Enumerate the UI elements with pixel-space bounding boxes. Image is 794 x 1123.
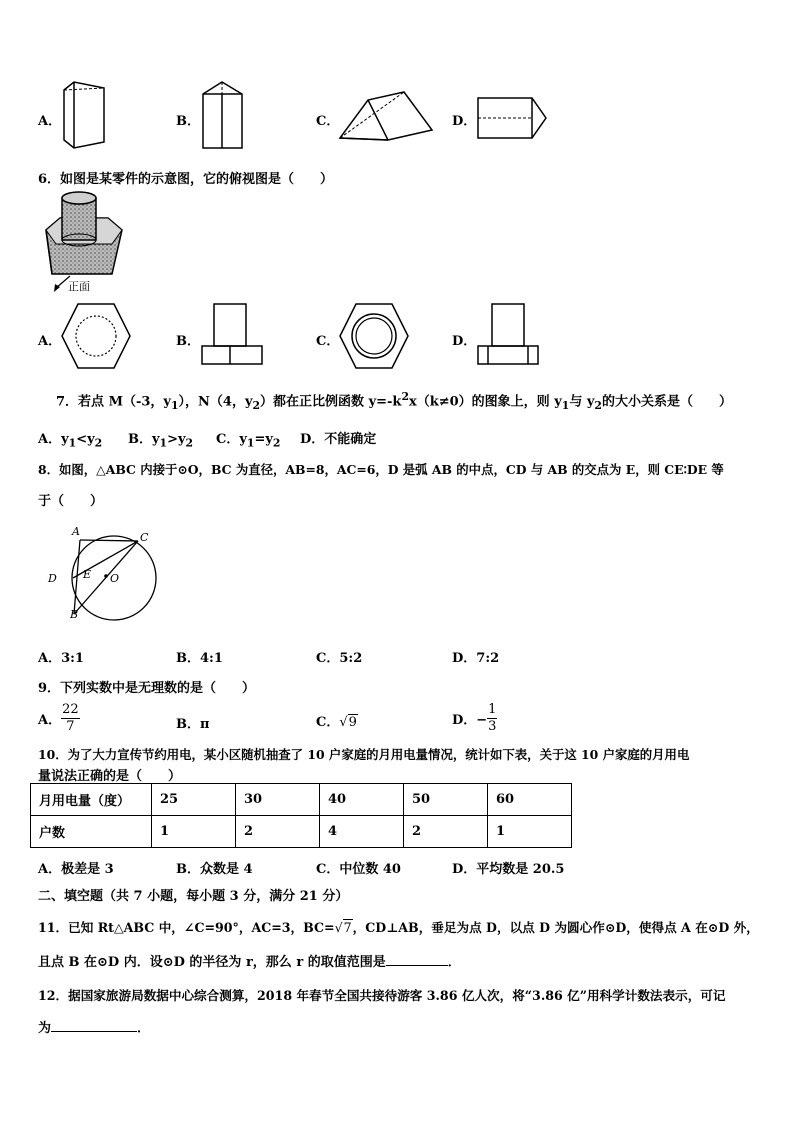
q8-option-b: B．4:1 [176, 651, 223, 666]
table-row [31, 816, 572, 848]
table-cell: 60 [488, 784, 572, 816]
q11-line2: 且点 B 在⊙D 内．设⊙D 的半径为 r，那么 r 的取值范围是 ． [38, 955, 461, 970]
table-cell: 1 [488, 816, 572, 848]
q6-option-a-label: A． [38, 334, 62, 349]
q8-label-e: E [83, 568, 92, 581]
table-cell: 2 [236, 816, 320, 848]
q10-stem-line2: 量说法正确的是（ ） [38, 769, 182, 784]
q10-option-c: C．中位数 40 [316, 862, 401, 877]
q8-label-a: A [72, 525, 80, 538]
table-cell: 1 [152, 816, 236, 848]
q6-option-b-label: B． [176, 334, 200, 349]
q5-option-d-figure [476, 96, 548, 140]
q12-line2: 为 ． [38, 1021, 151, 1036]
q9-option-b: B．π [176, 717, 210, 732]
q9-option-d-fraction: $\frac{1}{3}$ [488, 702, 497, 734]
q8-label-b: B [70, 608, 79, 621]
q10-option-d: D．平均数是 20.5 [452, 862, 565, 877]
q8-option-d: D．7:2 [452, 651, 500, 666]
q6-figure-label: 正面 [68, 280, 90, 293]
q6-stem: 6．如图是某零件的示意图，它的俯视图是（ ） [38, 172, 334, 187]
q12-answer-blank[interactable] [51, 1019, 137, 1032]
q8-label-o: O [110, 572, 120, 585]
q8-option-c: C．5:2 [316, 651, 363, 666]
q6-option-c-label: C． [316, 334, 340, 349]
q10-table [30, 783, 572, 848]
q6-option-c-figure [338, 302, 410, 370]
table-cell: 25 [152, 784, 236, 816]
q9-stem: 9．下列实数中是无理数的是（ ） [38, 681, 256, 696]
q8-label-d: D [48, 572, 57, 585]
table-row [31, 784, 572, 816]
q8-label-c: C [140, 531, 149, 544]
q9-option-a: A． $\frac{22}{7}$ [38, 702, 79, 734]
q8-option-a: A．3:1 [38, 651, 84, 666]
q9-option-a-fraction: $\frac{22}{7}$ [62, 702, 79, 734]
q11-sqrt: √7 [334, 920, 352, 935]
q7-option-c: C．$y_1=y_2$ [216, 432, 281, 450]
q8-stem-line1: 8．如图，△ABC 内接于⊙O，BC 为直径，AB=8，AC=6，D 是弧 AB 的中点，CD 与 AB 的交点为 E，则 CE∶DE 等 [38, 462, 724, 477]
q6-option-d-label: D． [452, 334, 477, 349]
q10-stem-line1: 10．为了大力宣传节约用电，某小区随机抽查了 10 户家庭的月用电量情况，统计如下表，关于这 10 户家庭的月用电 [38, 747, 690, 762]
q5-option-d-label: D． [452, 114, 477, 129]
q9-option-c-sqrt: √9 [339, 715, 357, 730]
table-cell: 40 [320, 784, 404, 816]
q8-stem-line2: 于（ ） [38, 494, 104, 509]
q6-option-b-figure [200, 302, 264, 366]
table-cell: 4 [320, 816, 404, 848]
q5-option-c-figure [338, 90, 434, 142]
q7-option-a: A．$y_1<y_2$ [38, 432, 103, 450]
q7-stem: 7．若点 M（-3，$y_1$），N（4，$y_2$）都在正比例函数 $y=-k^2x(k\ne 0)$的图象上，则 $y_1$与 $y_2$的大小关系是（ ） [56, 390, 732, 412]
q5-option-a-label: A． [38, 114, 62, 129]
q9-option-c: C．√9 [316, 715, 357, 730]
q10-option-a: A．极差是 3 [38, 862, 114, 877]
table-cell: 50 [404, 784, 488, 816]
q11-line1: 11．已知 Rt△ABC 中，∠C=90°，AC=3，BC=√7，CD⊥AB，垂足为点 D，以点 D 为圆心作⊙D，使得点 A 在⊙D 外， [38, 920, 759, 935]
q5-option-b-label: B． [176, 114, 200, 129]
table-cell: 月用电量（度） [31, 784, 152, 816]
q5-option-a-figure [62, 80, 112, 150]
q7-option-d: D．不能确定 [300, 432, 377, 447]
q6-option-a-figure [60, 302, 132, 370]
table-cell: 30 [236, 784, 320, 816]
table-cell: 户数 [31, 816, 152, 848]
q7-option-b: B．$y_1>y_2$ [128, 432, 194, 450]
section-2-heading: 二、填空题（共 7 小题，每小题 3 分，满分 21 分） [38, 889, 349, 904]
q5-option-c-label: C． [316, 114, 340, 129]
q11-answer-blank[interactable] [386, 953, 448, 966]
q10-option-b: B．众数是 4 [176, 862, 253, 877]
q6-option-d-figure [476, 302, 540, 366]
q5-option-b-figure [200, 80, 246, 152]
q9-option-d: D．− $\frac{1}{3}$ [452, 702, 497, 734]
q12-line1: 12．据国家旅游局数据中心综合测算，2018 年春节全国共接待游客 3.86 亿人次，将“3.86 亿”用科学计数法表示，可记 [38, 988, 726, 1003]
table-cell: 2 [404, 816, 488, 848]
